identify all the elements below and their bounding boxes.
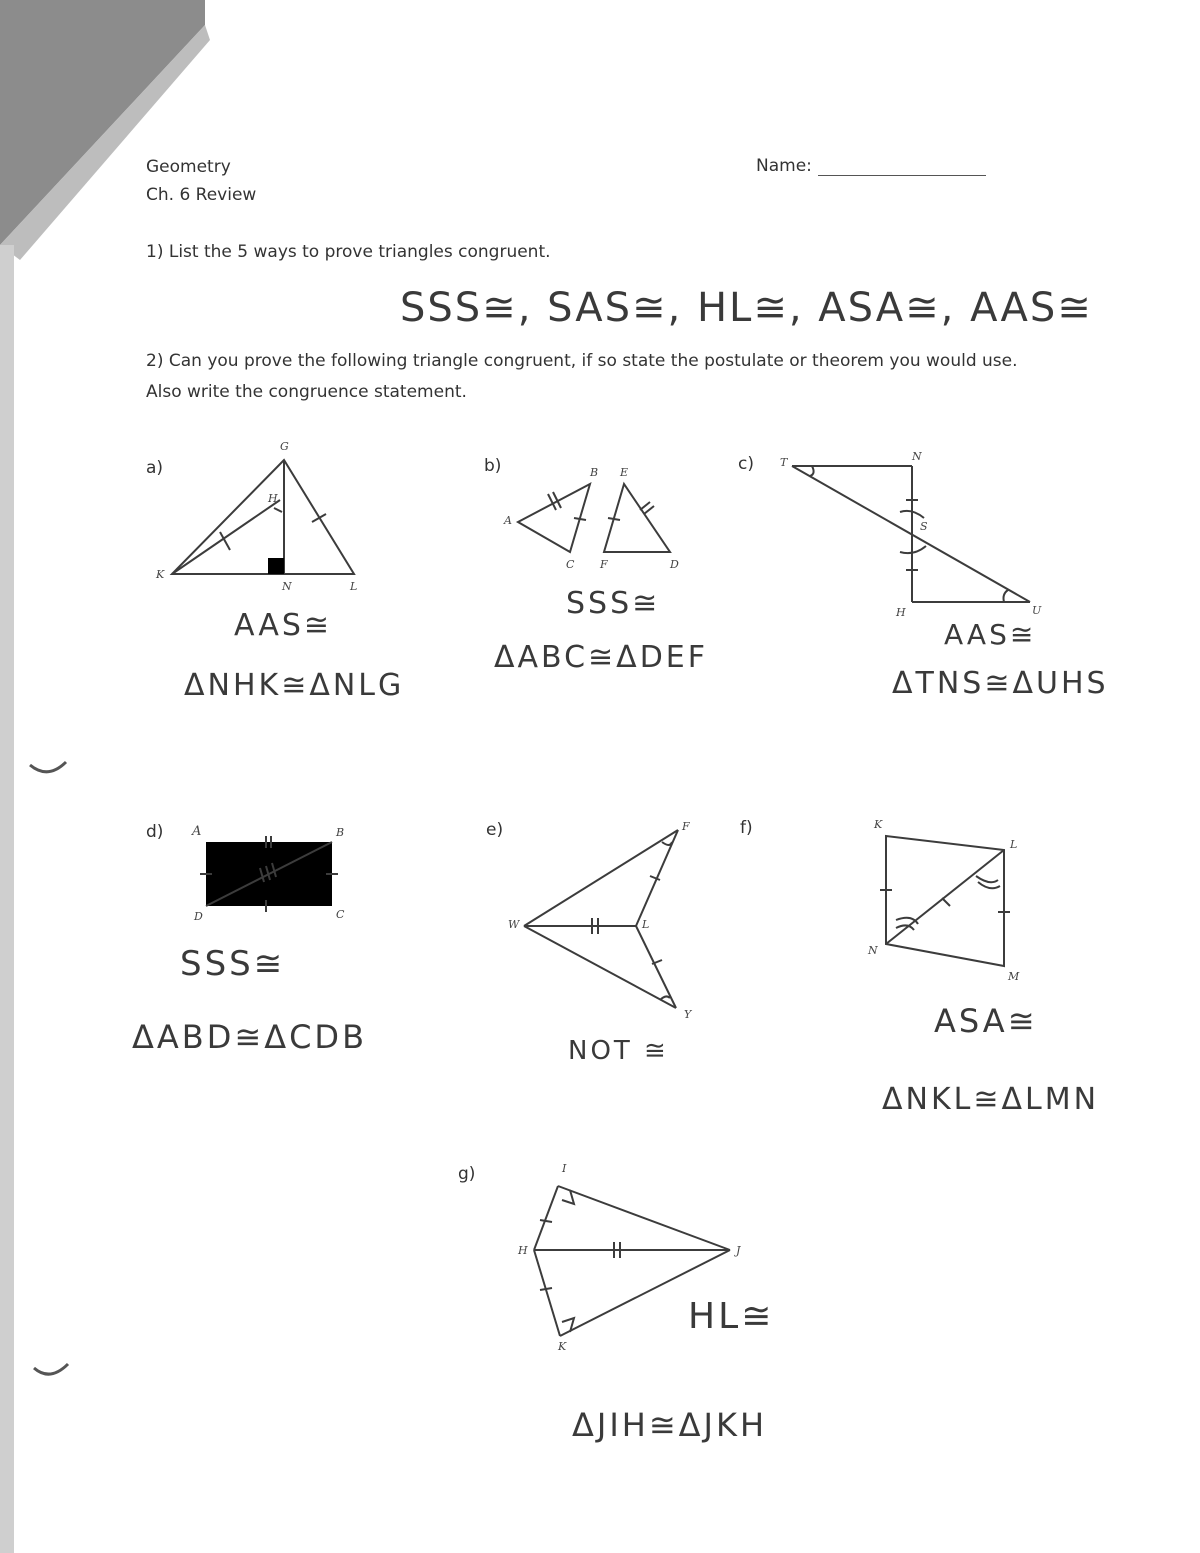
vertex-label: H — [896, 606, 906, 619]
problem-e-label: e) — [486, 820, 504, 840]
problem-b-label: b) — [484, 456, 502, 476]
vertex-label: N — [868, 944, 878, 957]
vertex-label: L — [642, 918, 650, 931]
vertex-label: I — [562, 1162, 567, 1175]
vertex-label: Y — [684, 1008, 692, 1021]
problem-d-answer: SSS≅ — [180, 944, 286, 984]
vertex-label: S — [920, 520, 928, 533]
vertex-label: F — [682, 820, 690, 833]
vertex-label: F — [600, 558, 608, 571]
vertex-label: G — [280, 440, 289, 453]
vertex-label: J — [736, 1244, 741, 1257]
problem-c-statement: ΔTNS≅ΔUHS — [892, 666, 1109, 701]
vertex-label: U — [1032, 604, 1042, 617]
vertex-label: W — [508, 918, 520, 931]
vertex-label: K — [874, 818, 883, 831]
vertex-label: M — [1008, 970, 1020, 983]
vertex-label: L — [1010, 838, 1018, 851]
vertex-label: N — [912, 450, 922, 463]
vertex-label: D — [670, 558, 679, 571]
vertex-label: L — [350, 580, 358, 593]
problem-f-label: f) — [740, 818, 753, 838]
problem-g-label: g) — [458, 1164, 476, 1184]
problem-c-label: c) — [738, 454, 754, 474]
vertex-label: C — [566, 558, 575, 571]
problem-f-answer: ASA≅ — [934, 1002, 1038, 1040]
vertex-label: K — [156, 568, 165, 581]
vertex-label: B — [336, 826, 345, 839]
problem-c-answer: AAS≅ — [944, 618, 1037, 651]
chapter-title: Ch. 6 Review — [146, 185, 257, 205]
problem-f-statement: ΔNKL≅ΔLMN — [882, 1082, 1100, 1117]
problem-a-statement: ΔNHK≅ΔNLG — [184, 668, 405, 703]
problem-b-answer: SSS≅ — [566, 586, 661, 621]
question-2-prompt-line-2: Also write the congruence statement. — [146, 382, 467, 402]
vertex-label: K — [558, 1340, 567, 1353]
problem-d-statement: ΔABD≅ΔCDB — [132, 1018, 368, 1056]
course-title: Geometry — [146, 157, 231, 177]
vertex-label: H — [268, 492, 278, 505]
vertex-label: A — [192, 824, 202, 839]
question-1-prompt: 1) List the 5 ways to prove triangles congruent. — [146, 242, 551, 262]
vertex-label: B — [590, 466, 599, 479]
vertex-label: E — [620, 466, 629, 479]
problem-b-statement: ΔABC≅ΔDEF — [494, 640, 709, 675]
problem-g-answer: HL≅ — [688, 1296, 775, 1337]
vertex-label: C — [336, 908, 345, 921]
question-1-answer: SSS≅, SAS≅, HL≅, ASA≅, AAS≅ — [400, 285, 1093, 331]
problem-g-statement: ΔJIH≅ΔJKH — [572, 1406, 768, 1444]
problem-a-answer: AAS≅ — [234, 608, 333, 643]
vertex-label: H — [518, 1244, 528, 1257]
vertex-label: N — [282, 580, 292, 593]
vertex-label: T — [780, 456, 788, 469]
problem-e-answer: NOT ≅ — [568, 1036, 669, 1066]
vertex-label: D — [194, 910, 203, 923]
problem-d-label: d) — [146, 822, 164, 842]
name-label: Name: — [756, 156, 812, 176]
question-2-prompt-line-1: 2) Can you prove the following triangle congruent, if so state the postulate or theorem you would use. — [146, 351, 1018, 371]
problem-a-label: a) — [146, 458, 164, 478]
vertex-label: A — [504, 514, 512, 527]
